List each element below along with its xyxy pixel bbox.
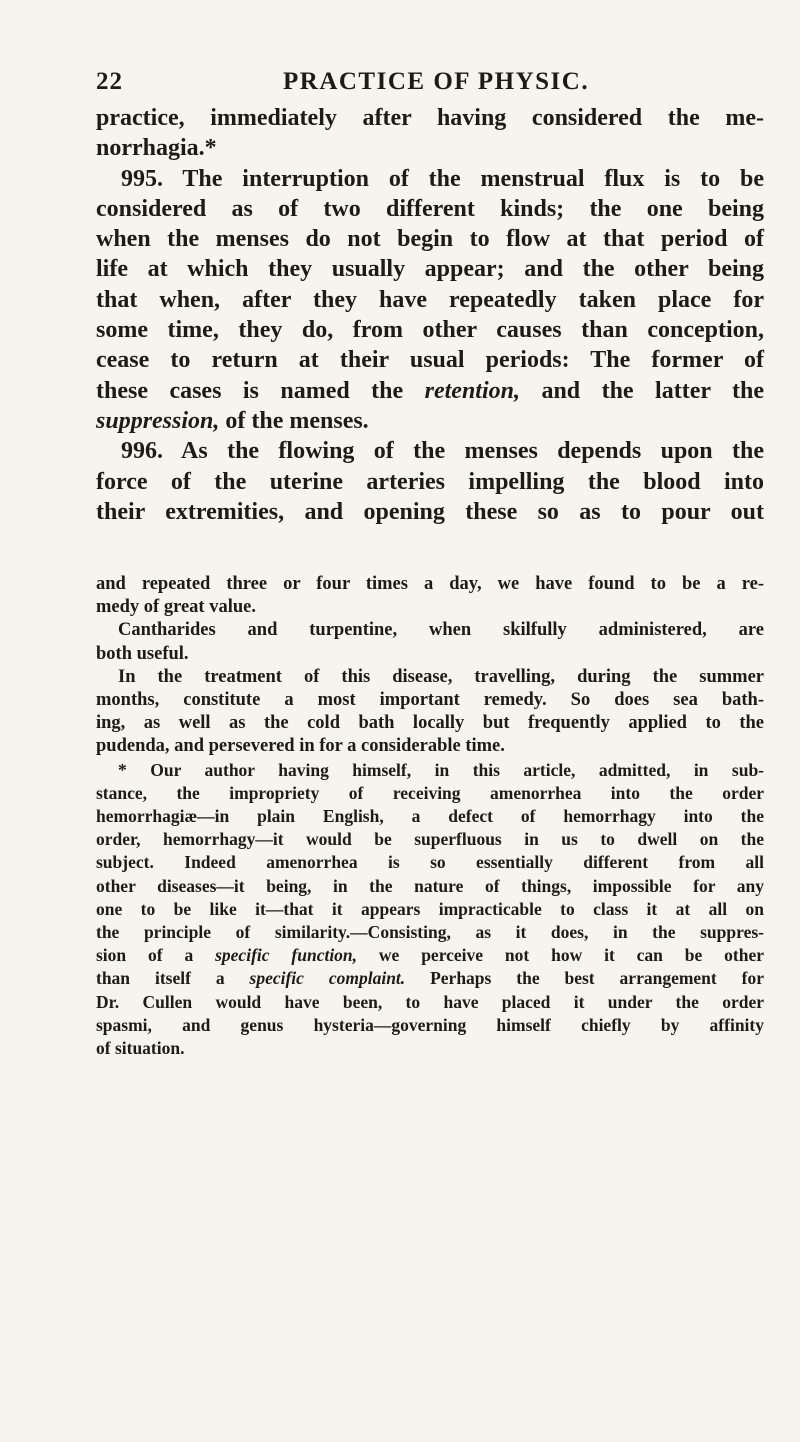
note-line: months, constitute a most important remedy. So does sea bath- <box>96 690 764 711</box>
note-line: In the treatment of this disease, travelling, during the summer <box>118 666 764 687</box>
footnote-block <box>96 573 764 1060</box>
text-line: that when, after they have repeatedly taken place for <box>96 286 764 313</box>
term-suppression: suppression, <box>96 407 220 434</box>
text-line: some time, they do, from other causes than conception, <box>96 317 764 344</box>
note-line: the principle of similarity.—Consisting, as it does, in the suppres- <box>96 922 764 943</box>
text-line: practice, immediately after having considered the me- <box>96 105 764 131</box>
note-line: ing, as well as the cold bath locally but frequently applied to the <box>96 713 764 734</box>
text-line: when the menses do not begin to flow at that period of <box>96 226 764 253</box>
note-line: Dr. Cullen would have been, to have placed it under the order <box>96 991 764 1012</box>
note-line: hemorrhagiæ—in plain English, a defect of hemorrhagy into the <box>96 806 764 827</box>
term-specific-complaint: specific complaint. <box>249 968 406 989</box>
note-line: spasmi, and genus hysteria—governing himself chiefly by affinity <box>96 1014 764 1035</box>
text-line: cease to return at their usual periods: The former of <box>96 347 764 374</box>
note-line: sion of a specific function, we perceive not how it can be other <box>96 945 765 966</box>
footnote-start: * Our author having himself, in this article, admitted, in sub- <box>118 759 764 780</box>
paragraph-996-start: 996. As the flowing of the menses depends upon the <box>121 438 764 465</box>
running-title: PRACTICE OF PHYSIC. <box>283 68 590 95</box>
note-line: order, hemorrhagy—it would be superfluous in us to dwell on the <box>96 829 764 850</box>
text-line: suppression, of the menses. <box>96 407 369 434</box>
note-line: than itself a specific complaint. Perhaps the best arrangement for <box>96 968 765 989</box>
main-text-block <box>96 103 764 527</box>
page-number: 22 <box>96 68 123 95</box>
text-line: these cases is named the retention, and the latter the <box>96 377 765 404</box>
note-line: stance, the impropriety of receiving amenorrhea into the order <box>96 782 764 803</box>
note-line: and repeated three or four times a day, we have found to be a re- <box>96 574 764 594</box>
text-line: life at which they usually appear; and the other being <box>96 256 764 283</box>
note-line: both useful. <box>96 643 189 664</box>
note-line: of situation. <box>96 1038 185 1059</box>
note-line: pudenda, and persevered in for a considerable time. <box>96 736 505 757</box>
note-line: medy of great value. <box>96 597 256 618</box>
note-line: Cantharides and turpentine, when skilfully administered, are <box>118 620 764 641</box>
text-line: force of the uterine arteries impelling the blood into <box>96 468 764 495</box>
note-line: subject. Indeed amenorrhea is so essentially different from all <box>96 852 764 873</box>
note-line: one to be like it—that it appears impracticable to class it at all on <box>96 898 764 919</box>
term-specific-function: specific function, <box>215 945 358 966</box>
paragraph-995-start: 995. The interruption of the menstrual flux is to be <box>121 165 764 192</box>
page-header <box>0 68 800 98</box>
text-line: their extremities, and opening these so as to pour out <box>96 498 764 525</box>
text-line: norrhagia.* <box>96 135 217 162</box>
text-line: considered as of two different kinds; the one being <box>96 195 764 222</box>
note-line: other diseases—it being, in the nature of things, impossible for any <box>96 875 764 896</box>
term-retention: retention, <box>424 377 520 404</box>
